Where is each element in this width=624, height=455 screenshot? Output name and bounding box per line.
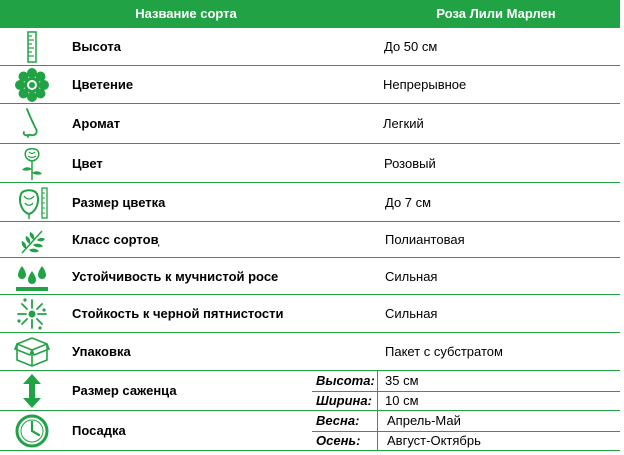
header-variety-name: Название сорта	[135, 6, 237, 21]
label-variety-class	[72, 222, 159, 258]
planting-autumn-key: Осень:	[316, 433, 361, 448]
seedling-height-line	[312, 371, 620, 391]
planting-autumn-value: Август-Октябрь	[387, 433, 481, 448]
label-flower-size: Размер цветка	[72, 195, 166, 210]
rose-icon	[10, 144, 54, 183]
planting-spring-value: Апрель-Май	[387, 413, 461, 428]
label-mildew-resistance: Устойчивость к мучнистой росе	[72, 269, 279, 284]
rosebud-ruler-icon	[10, 183, 54, 222]
value-flower-size: До 7 см	[385, 195, 432, 210]
splash-icon	[10, 295, 54, 333]
value-flowering: Непрерывное	[383, 77, 467, 92]
value-color: Розовый	[384, 156, 436, 171]
row-aroma	[0, 104, 620, 144]
seedling-width-line	[312, 391, 620, 411]
seedling-vertical-divider	[377, 371, 378, 410]
label-blackspot-resistance: Стойкость к черной пятнистости	[72, 306, 284, 321]
row-mildew-resistance	[0, 258, 620, 295]
header-rose-name: Роза Лили Марлен	[436, 6, 556, 21]
row-height	[0, 28, 620, 66]
value-height: До 50 см	[384, 39, 438, 54]
table-header	[0, 0, 620, 28]
seedling-height-value: 35 см	[385, 373, 419, 388]
double-arrow-icon	[10, 371, 54, 411]
row-flower-size	[0, 183, 620, 222]
value-blackspot-resistance: Сильная	[385, 306, 438, 321]
label-planting: Посадка	[72, 423, 126, 438]
value-aroma: Легкий	[383, 116, 424, 131]
label-variety-class-text: Класс сортов	[72, 232, 159, 247]
row-flowering	[0, 66, 620, 104]
row-planting	[0, 411, 620, 451]
leaf-branch-icon	[10, 222, 54, 258]
planting-spring-key: Весна:	[316, 413, 360, 428]
drops-icon	[10, 258, 54, 295]
seedling-width-value: 10 см	[385, 393, 419, 408]
label-color: Цвет	[72, 156, 103, 171]
value-package: Пакет с субстратом	[385, 344, 503, 359]
row-package	[0, 333, 620, 371]
planting-vertical-divider	[377, 411, 378, 450]
label-aroma: Аромат	[72, 116, 121, 131]
package-icon	[10, 333, 54, 371]
ruler-icon	[10, 28, 54, 66]
seedling-width-key: Ширина:	[316, 393, 372, 408]
row-variety-class	[0, 222, 620, 258]
clock-icon	[10, 411, 54, 451]
label-seedling-size: Размер саженца	[72, 383, 177, 398]
seedling-height-key: Высота:	[316, 373, 375, 388]
label-height: Высота	[72, 39, 121, 54]
label-package: Упаковка	[72, 344, 131, 359]
nose-icon	[10, 104, 54, 144]
row-color	[0, 144, 620, 183]
row-seedling-size	[0, 371, 620, 411]
label-flowering: Цветение	[72, 77, 134, 92]
planting-spring-line	[312, 411, 620, 431]
value-mildew-resistance: Сильная	[385, 269, 438, 284]
flower-icon	[10, 66, 54, 104]
value-variety-class: Полиантовая	[385, 232, 465, 247]
planting-autumn-line	[312, 431, 620, 451]
row-blackspot-resistance	[0, 295, 620, 333]
